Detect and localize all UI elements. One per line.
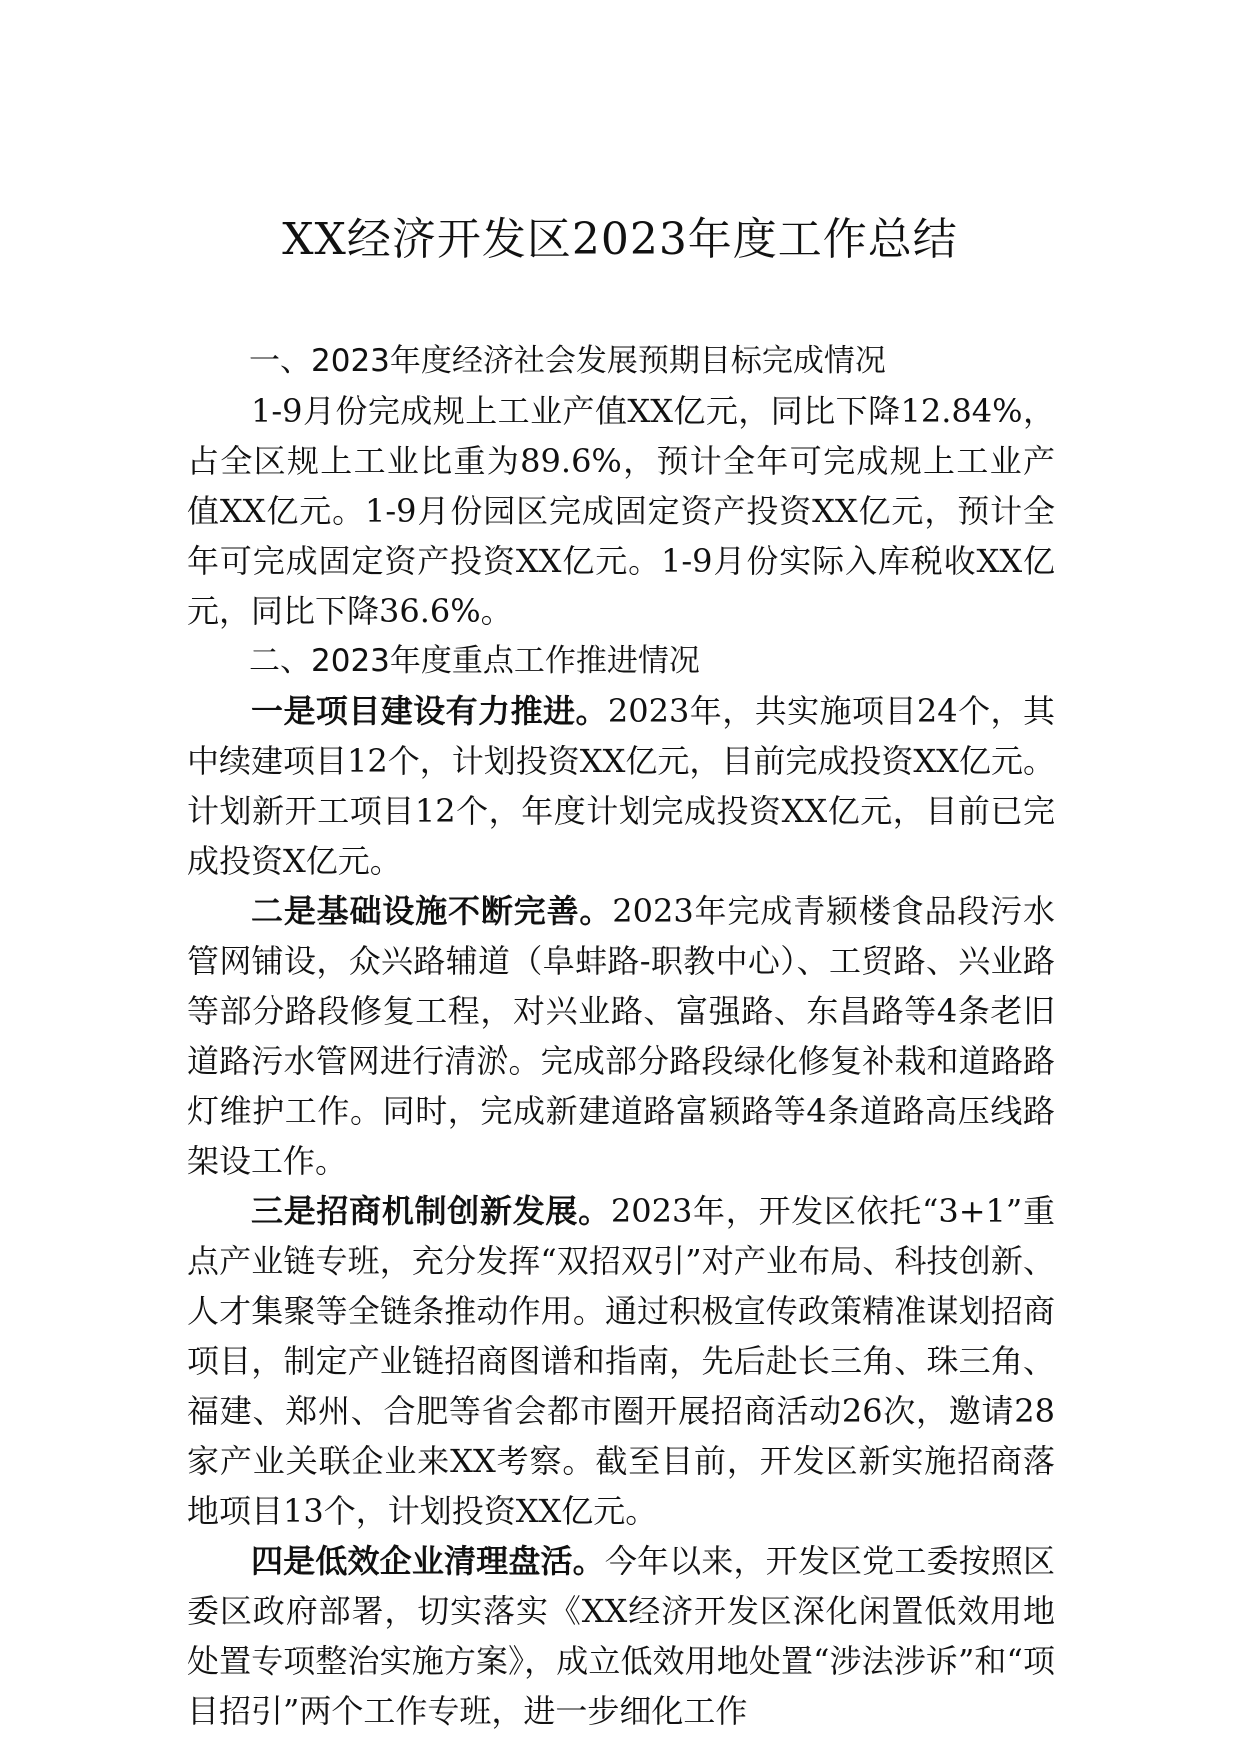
work-item-lead: 四是低效企业清理盘活。	[251, 1542, 605, 1580]
section-1-heading: 一、2023年度经济社会发展预期目标完成情况	[249, 343, 886, 379]
work-item-lead: 三是招商机制创新发展。	[251, 1192, 611, 1230]
work-item-lead: 二是基础设施不断完善。	[251, 892, 613, 930]
section-1-paragraph: 1-9月份完成规上工业产值XX亿元，同比下降12.84%，占全区规上工业比重为89.6%，预计全年可完成规上工业产值XX亿元。1-9月份园区完成固定资产投资XX亿元，预计全年可完成固定资产投资XX亿元。1-9月份实际入库税收XX亿元，同比下降36.6%。	[187, 392, 1055, 630]
work-item-paragraph	[187, 686, 1055, 886]
document-body	[187, 336, 1055, 1736]
work-item-text: 2023年完成青颍楼食品段污水管网铺设，众兴路辅道（阜蚌路-职教中心）、工贸路、兴业路等部分路段修复工程，对兴业路、富强路、东昌路等4条老旧道路污水管网进行清淤。完成部分路段绿化修复补栽和道路路灯维护工作。同时，完成新建道路富颍路等4条道路高压线路架设工作。	[187, 892, 1055, 1180]
work-item-text: 2023年，开发区依托“3+1”重点产业链专班，充分发挥“双招双引”对产业布局、科技创新、人才集聚等全链条推动作用。通过积极宣传政策精准谋划招商项目，制定产业链招商图谱和指南，先后赴长三角、珠三角、福建、郑州、合肥等省会都市圈开展招商活动26次，邀请28家产业关联企业来XX考察。截至目前，开发区新实施招商落地项目13个，计划投资XX亿元。	[187, 1192, 1055, 1530]
work-item-text: 2023年，共实施项目24个，其中续建项目12个，计划投资XX亿元，目前完成投资XX亿元。计划新开工项目12个，年度计划完成投资XX亿元，目前已完成投资X亿元。	[187, 692, 1055, 880]
work-item-paragraph	[187, 1186, 1055, 1536]
work-item-paragraph	[187, 886, 1055, 1186]
work-item-paragraph	[187, 1536, 1055, 1736]
section-2-heading: 二、2023年度重点工作推进情况	[249, 643, 700, 679]
document-title: XX经济开发区2023年度工作总结	[282, 214, 958, 265]
work-item-text: 今年以来，开发区党工委按照区委区政府部署，切实落实《XX经济开发区深化闲置低效用地处置专项整治实施方案》，成立低效用地处置“涉法涉诉”和“项目招引”两个工作专班，进一步细化工作	[187, 1542, 1055, 1730]
work-item-lead: 一是项目建设有力推进。	[251, 692, 608, 730]
